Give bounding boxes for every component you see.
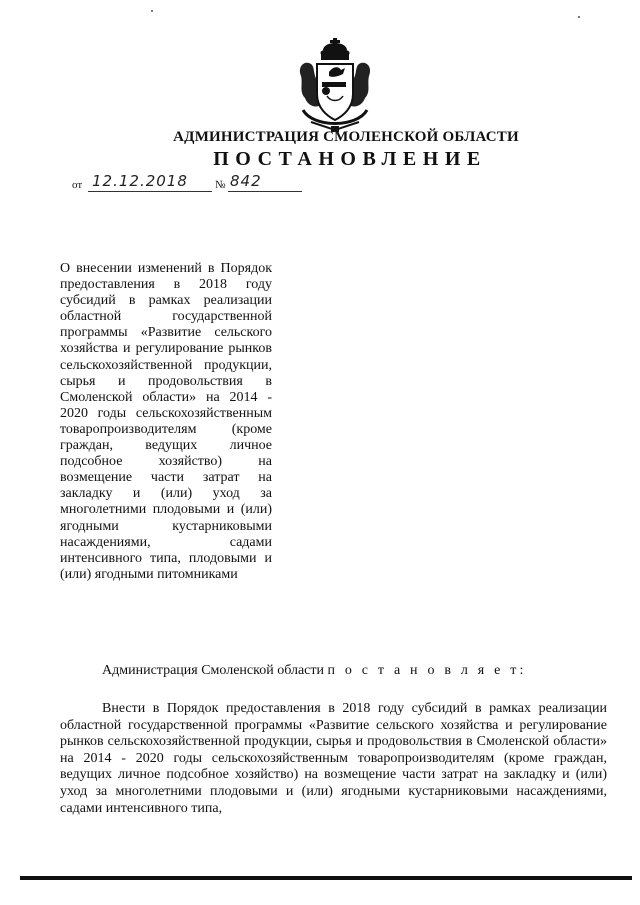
resolution-line (102, 663, 527, 679)
scan-speck (151, 10, 153, 12)
resolution-intro: Администрация Смоленской области (102, 663, 325, 678)
subject-text: О внесении изменений в Порядок предоставления в 2018 году субсидий в рамках реализации областной государственной программы «Развитие сельского хозяйства и регулирование рынков сельскохозяйственной продукции, сырья и продовольствия в Смоленской области» на 2014 - 2020 годы сельскохозяйственным товаропроизводителям (кроме граждан, ведущих личное подсобное хозяйство) на возмещение части затрат на закладку и (или) уход за многолетними плодовыми и (или) ягодными кустарниковыми насаждениями, садами интенсивного типа, плодовыми и (или) ягодными питомниками (60, 261, 272, 582)
date-value: 12.12.2018 (92, 172, 188, 190)
number-label: № (215, 179, 226, 191)
scan-speck (578, 16, 580, 18)
date-number-line (72, 172, 312, 195)
document-type-title: ПОСТАНОВЛЕНИЕ (213, 148, 487, 170)
body-paragraph: Внести в Порядок предоставления в 2018 году субсидий в рамках реализации областной государственной программы «Развитие сельского хозяйства и регулирование рынков сельскохозяйственной продукции, сырья и продовольствия в Смоленской области» на 2014 - 2020 годы сельскохозяйственным товаропроизводителям (кроме граждан, ведущих личное подсобное хозяйство) на возмещение части затрат на закладку и (или) уход за многолетними плодовыми и (или) ягодными кустарниковыми насаждениями, садами интенсивного типа, (60, 701, 607, 816)
date-underline (88, 191, 212, 192)
document-subject (60, 261, 272, 583)
date-label: от (72, 179, 83, 191)
coat-of-arms-emblem (293, 36, 377, 136)
resolution-verb: п о с т а н о в л я е т: (327, 663, 527, 678)
number-underline (228, 191, 302, 192)
organization-name: АДМИНИСТРАЦИЯ СМОЛЕНСКОЙ ОБЛАСТИ (173, 129, 519, 145)
scan-edge-bar (20, 876, 632, 880)
number-value: 842 (230, 172, 262, 190)
document-body (60, 701, 607, 817)
